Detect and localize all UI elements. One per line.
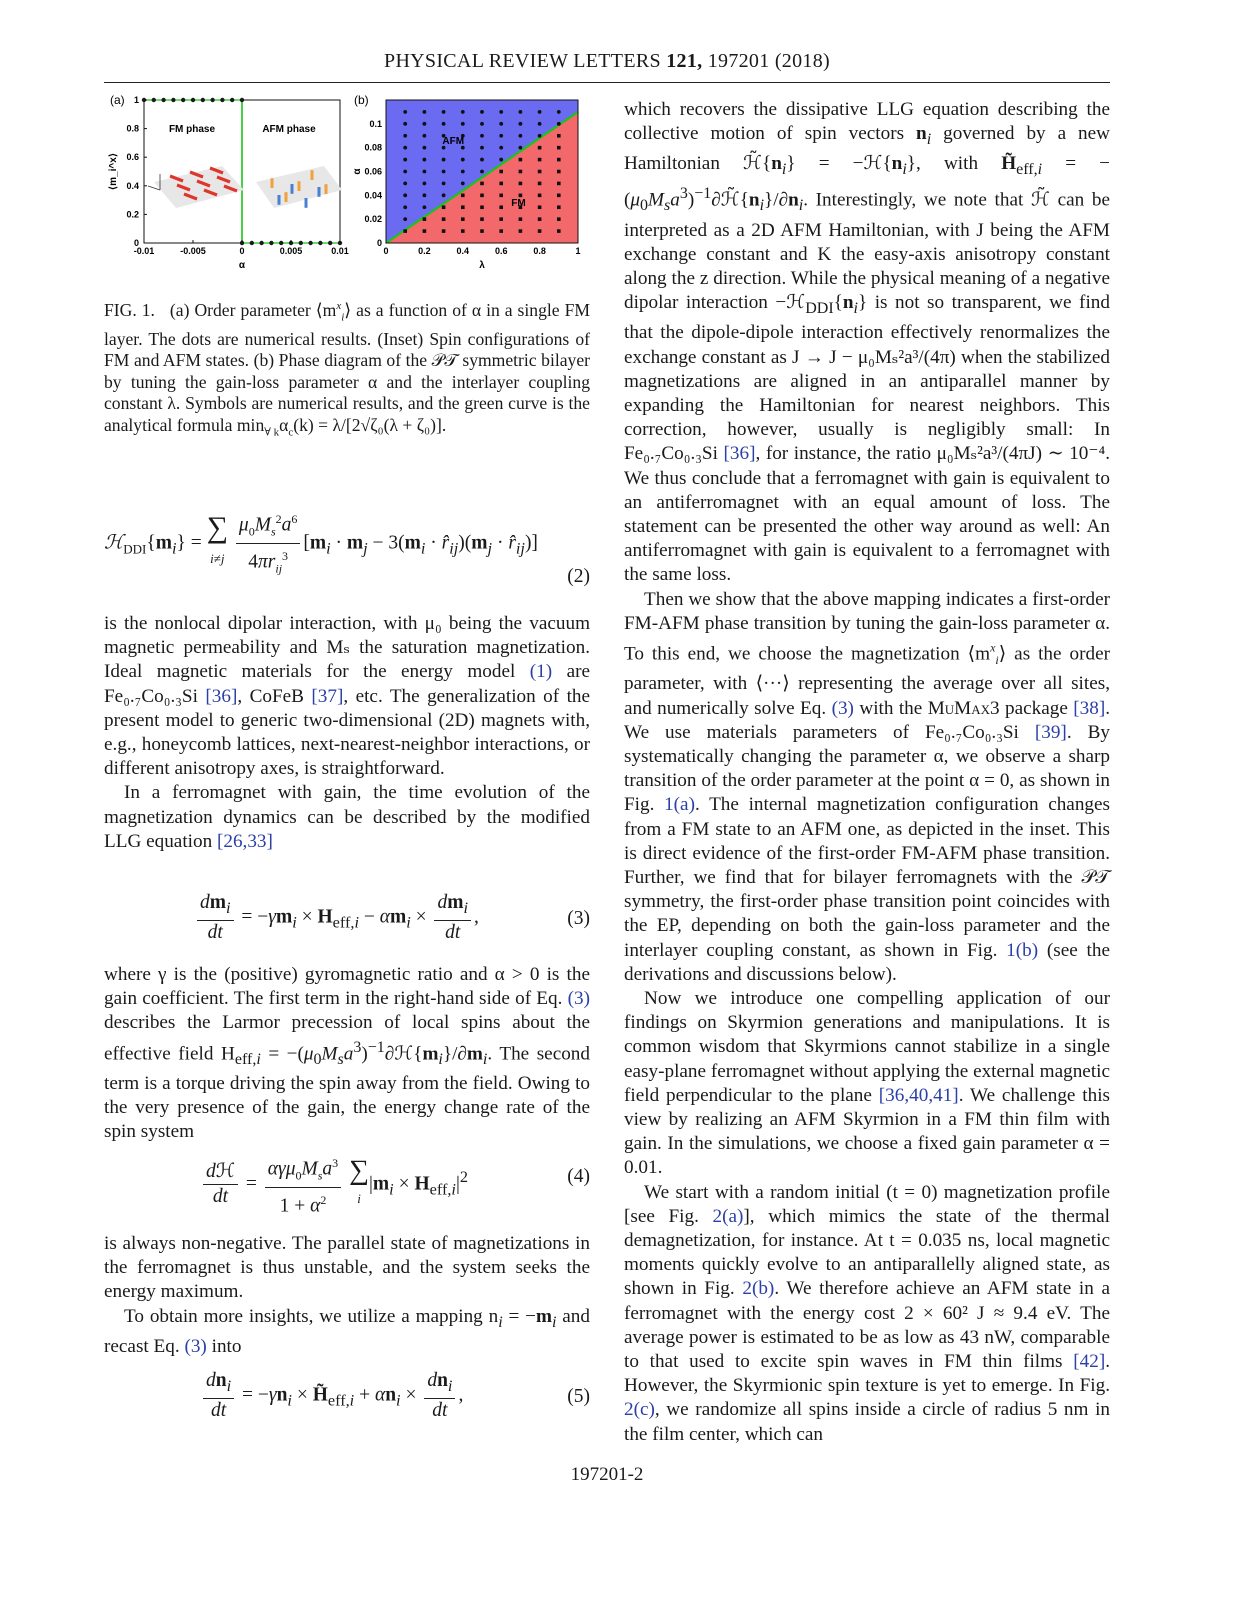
ref-42-link[interactable]: [42] <box>1073 1351 1106 1373</box>
panel-a-xlabel: α <box>238 260 246 271</box>
fm-region-label: FM <box>511 198 526 210</box>
equation-5: $\frac{dn_i}{dt}$ = $-\gamma n_i$ × $H̃_{eff,i} + \alpha n_i$ × $\frac{dn_i}{dt}$ , (5) <box>104 1370 590 1426</box>
right-p2e: . We use materials parameters of Fe₀.₇Co₀.₃Si <box>624 697 1111 743</box>
right-p1a: which recovers the dissipative LLG equation describing the collective motion of spin vectors <box>624 99 1110 145</box>
afm-data-point <box>423 170 427 174</box>
fm-data-point <box>442 205 446 209</box>
fm-data-point <box>519 194 523 198</box>
panel-a-xtick-label: -0.01 <box>133 246 155 256</box>
fm-data-point <box>519 182 523 186</box>
fm-data-point <box>538 158 542 162</box>
fm-data-point <box>499 194 503 198</box>
afm-data-point <box>499 122 503 126</box>
fm-data-point <box>538 229 542 233</box>
afm-data-point <box>403 205 407 209</box>
article-id: 197201 (2018) <box>707 50 830 72</box>
fm-data-point <box>461 217 465 221</box>
afm-data-point <box>403 146 407 150</box>
ref-fig2c-link[interactable]: 2(c) <box>624 1399 655 1421</box>
fm-data-point <box>499 205 503 209</box>
caption-text-1: (a) Order parameter ⟨m <box>169 299 337 320</box>
caption-text-4: (k) = λ/[2√ζ₀(λ + ζ₀)]. <box>293 414 447 435</box>
eq2-number: (2) <box>567 566 590 587</box>
left-p5a: To obtain more insights, we utilize a mapping n <box>124 1305 499 1327</box>
panel-a-data-point <box>181 98 185 102</box>
panel-a-ytick-label: 1 <box>133 95 139 105</box>
panel-b-xtick-label: 0.4 <box>456 246 470 256</box>
right-p1c: Interestingly, we note that <box>815 189 1024 211</box>
right-p1d: can be interpreted as a 2D AFM Hamiltonian, with J being the AFM exchange constant and K the easy-axis anisotropy constant along the z direction. While the physical meaning of a negative dipolar interaction <box>624 189 1110 314</box>
caption-text-3: α <box>279 414 289 435</box>
left-p1b: are Fe₀.₇Co₀.₃Si <box>104 661 591 707</box>
afm-data-point <box>403 134 407 138</box>
afm-data-point <box>480 122 484 126</box>
afm-data-point <box>423 193 427 197</box>
panel-a-data-point <box>308 241 312 245</box>
ref-36-40-41-link[interactable]: [36,40,41] <box>878 1084 959 1106</box>
ref-38-link[interactable]: [38] <box>1073 697 1106 719</box>
fm-data-point <box>557 182 561 186</box>
afm-data-point <box>480 158 484 162</box>
afm-data-point <box>423 110 427 114</box>
right-column: which recovers the dissipative LLG equation describing the collective motion of spin vectors $n_i$ governed by a new Hamiltonian $ℋ̃\{n_i\}$ = $-ℋ\{n_i\}$, with $H̃_{eff,i}$ = $-(\mu_0M_sa^3)^{-1}\partial ℋ̃\{n_i\}/\partial n_i$. Interestingly, we note that ℋ̃ can be interpreted as a 2D AFM Hamiltonian, with J being the AFM exchange constant and K the easy-axis anisotropy constant along the z direction. While the physical meaning of a negative dipolar interaction $-ℋ_{DDI}\{n_i\}$ is not so transparent, we find that the dipole-dipole interaction effectively renormalizes the exchange constant as J → J − μ₀Mₛ²a³/(4π) when the stabilized magnetizations are aligned in an antiparallel manner by expanding the Hamiltonian for nearest neighbors. This correction, however, usually is negligibly small: In Fe₀.₇Co₀.₃Si [36], for instance, the ratio μ₀Mₛ²a³/(4πJ) ∼ 10⁻⁴. We thus conclude that a ferromagnet with gain is equivalent to an antiferromagnet with an equal amount of loss. The statement can be presented the other way around as well: An antiferromagnet with gain is equivalent to a ferromagnet with the same loss. Then we show that the above mapping indicates a first-order FM-AFM phase transition by tuning the gain-loss parameter α. To this end, we choose the magnetization $⟨m^x_i⟩$ as the order parameter, with ⟨···⟩ representing the average over all sites, and numerically solve Eq. (3) with the MuMax3 package [38]. We use materials parameters of Fe₀.₇Co₀.₃Si [39]. By systematically changing the parameter α, we observe a sharp transition of the order parameter at the point α = 0, as shown in Fig. 1(a). The internal magnetization configuration changes from a FM state to an AFM one, as depicted in the inset. This is direct evidence of the first-order FM-AFM phase transition. Further, we find that for bilayer ferromagnets with the 𝒫𝒯 symmetry, the first-order phase transition point coincides with the EP, depending on both the gain-loss parameter and the interlayer coupling constant, as shown in Fig. 1(b) (see the derivations and discussions below). Now we introduce one compelling application of our findings on Skyrmion generations and manipulations. It is common wisdom that Skyrmions cannot stabilize in a single easy-plane ferromagnet without applying the external magnetic field perpendicular to the plane [36,40,41]. We challenge this view by realizing an AFM Skyrmion in a FM thin film with gain. In the simulations, we choose a fixed gain parameter α = 0.01. We start with a random initial (t = 0) magnetization profile [see Fig. 2(a)], which mimics the state of the thermal demagnetization, for instance. At t = 0.035 ns, local magnetic moments quickly evolve to an antiparallelly aligned state, as shown in Fig. 2(b). We therefore achieve an AFM state in a ferromagnet with the energy cost 2 × 60² J ≈ 9.4 eV. The average power is estimated to be as low as 43 nW, comparable to that used to excite spin waves in FM thin films [42]. However, the Skyrmionic spin texture is yet to emerge. In Fig. 2(c), we randomize all spins inside a circle of radius 5 nm in the film center, which can <box>624 99 1111 1445</box>
afm-data-point <box>480 110 484 114</box>
right-p2h: (see the derivations and discussions below). <box>624 939 1110 985</box>
fm-data-point <box>557 146 561 150</box>
afm-data-point <box>499 158 503 162</box>
fm-data-point <box>480 217 484 221</box>
fm-data-point <box>538 182 542 186</box>
afm-data-point <box>423 205 427 209</box>
fm-data-point <box>519 158 523 162</box>
right-p1b: governed by a new Hamiltonian <box>624 123 1111 175</box>
fm-data-point <box>538 194 542 198</box>
panel-a-data-point <box>220 98 224 102</box>
ref-eq3-link-a[interactable]: (3) <box>567 988 591 1010</box>
panel-a-data-point <box>250 241 254 245</box>
panel-b-ytick-label: 0.06 <box>364 166 382 177</box>
left-column-block-1 <box>104 612 590 854</box>
caption-text-2: ⟩ as a function of α in a single FM layer. The dots are numerical results. (Inset) Spin configurations of FM and AFM states. (b) Phase diagram of the 𝒫𝒯 symmetric bilayer by tuning the gain-loss parameter α and the interlayer coupling constant λ. Symbols are numerical results, and the green curve is the analytical formula min <box>104 299 590 435</box>
ref-fig2b-link[interactable]: 2(b) <box>742 1278 775 1300</box>
panel-b-ytick-label: 0.08 <box>364 142 382 153</box>
panel-a-data-point <box>259 241 263 245</box>
right-p4b: ], which mimics the state of the thermal demagnetization, for instance. At t = 0.035 ns, local magnetic moments quickly evolve to an antiparallelly aligned state, as shown in Fig. <box>624 1205 1110 1300</box>
afm-data-point <box>519 146 523 150</box>
right-p4e: , we randomize all spins inside a circle of radius 5 nm in the film center, which can <box>624 1399 1110 1445</box>
page-number: 197201-2 <box>570 1464 644 1485</box>
ref-eq3-link-right[interactable]: (3) <box>831 697 854 719</box>
left-p5c: into <box>211 1335 242 1357</box>
panel-a-label: (a) <box>110 93 125 107</box>
panel-b-xtick-label: 0 <box>383 246 389 256</box>
afm-region-label: AFM <box>442 136 465 148</box>
afm-data-point <box>403 158 407 162</box>
panel-a-ytick-label: 0.2 <box>126 209 139 220</box>
panel-a-ytick-label: 0.8 <box>126 123 139 134</box>
right-p2c: with the <box>859 697 923 719</box>
right-p1e: is not so transparent, we find that the dipole-dipole interaction effectively renormalizes the exchange constant as J → J − μ₀Mₛ²a³/(4π) when the stabilized magnetizations are aligned in an antiparallel manner by expanding the Hamiltonian for nearest neighbors. This correction, however, usually is negligibly small: In Fe₀.₇Co₀.₃Si <box>624 292 1110 465</box>
afm-data-point <box>519 122 523 126</box>
right-p3b: . We challenge this view by realizing an AFM Skyrmion in a FM thin film with gain. In the simulations, we choose a fixed gain parameter α = 0.01. <box>624 1084 1110 1179</box>
afm-data-point <box>442 158 446 162</box>
ref-fig2a-link[interactable]: 2(a) <box>712 1205 744 1227</box>
panel-a-ylabel: ⟨m_i^x⟩ <box>108 152 119 191</box>
left-p2: In a ferromagnet with gain, the time evolution of the magnetization dynamics can be described by the modified LLG equation <box>104 782 590 852</box>
mumax3-name: MuMax3 <box>927 697 1000 719</box>
left-p1d: , etc. The generalization of the present model to generic two-dimensional (2D) magnets with, e.g., honeycomb lattices, next-nearest-neighbor interactions, or different anisotropy axes, is straightforward. <box>104 685 591 780</box>
panel-a-xtick-label: 0.01 <box>331 246 349 256</box>
left-p3b: describes the Larmor precession of local spins about the effective field H <box>104 1012 590 1064</box>
panel-b-ytick-label: 0.1 <box>369 118 382 129</box>
right-p2b: ⟩ as the order parameter, with ⟨···⟩ representing the average over all sites, and numerically solve Eq. <box>624 643 1110 719</box>
fm-data-point <box>423 229 427 233</box>
panel-b-xtick-label: 0.2 <box>418 246 431 256</box>
panel-a-ytick-label: 0.6 <box>126 152 139 163</box>
afm-data-point <box>499 110 503 114</box>
panel-a-data-point <box>152 98 156 102</box>
afm-data-point <box>423 158 427 162</box>
fm-data-point <box>461 229 465 233</box>
panel-b-ylabel: α <box>352 168 363 175</box>
afm-data-point <box>557 110 561 114</box>
fm-data-point <box>480 194 484 198</box>
fm-data-point <box>499 217 503 221</box>
afm-data-point <box>461 122 465 126</box>
panel-a-data-point <box>279 241 283 245</box>
left-p1: is the nonlocal dipolar interaction, with μ₀ being the vacuum magnetic permeability and Mₛ the saturation magnetization. Ideal magnetic materials for the energy model <box>104 613 590 683</box>
panel-b-xtick-label: 0.8 <box>533 246 546 256</box>
afm-data-point <box>442 122 446 126</box>
fm-data-point <box>480 229 484 233</box>
panel-a-xtick-label: -0.005 <box>180 246 206 256</box>
afm-data-point <box>423 146 427 150</box>
left-p4: is always non-negative. The parallel state of magnetizations in the ferromagnet is thus unstable, and the system seeks the energy maximum. <box>104 1233 590 1303</box>
right-p2a: Then we show that the above mapping indicates a first-order FM-AFM phase transition by tuning the gain-loss parameter α. To this end, we choose the magnetization ⟨m <box>624 588 1110 665</box>
panel-a-data-point <box>328 241 332 245</box>
eq2-hamiltonian: ℋ <box>104 532 124 554</box>
afm-data-point <box>461 158 465 162</box>
panel-a-data-point <box>161 98 165 102</box>
afm-data-point <box>480 134 484 138</box>
ref-eq1-link[interactable]: (1) <box>529 661 553 683</box>
afm-data-point <box>557 122 561 126</box>
afm-data-point <box>480 146 484 150</box>
afm-data-point <box>538 122 542 126</box>
left-column-block-2: where γ is the (positive) gyromagnetic ratio and α > 0 is the gain coefficient. The first term in the right-hand side of Eq. (3) describes the Larmor precession of local spins about the effective field $H_{eff,i}$ = $-(\mu_0M_sa^3)^{-1}\partial ℋ\{m_i\}/\partial m_i$. The second term is a torque driving the spin away from the field. Owing to the very presence of the gain, the energy change rate of the spin system <box>104 964 591 1143</box>
panel-b-chart <box>352 100 581 271</box>
panel-a-xtick-label: 0.005 <box>279 246 303 256</box>
fm-data-point <box>557 194 561 198</box>
fm-data-point <box>442 217 446 221</box>
afm-data-point <box>403 122 407 126</box>
right-p2f: . By systematically changing the parameter α, we observe a sharp transition of the order parameter at the point α = 0, as shown in Fig. <box>624 721 1110 816</box>
afm-data-point <box>423 122 427 126</box>
afm-data-point <box>403 110 407 114</box>
running-header <box>104 50 1110 73</box>
panel-a-xtick-label: 0 <box>239 246 245 256</box>
afm-data-point <box>538 134 542 138</box>
panel-a-data-point <box>299 241 303 245</box>
afm-data-point <box>499 134 503 138</box>
fm-data-point <box>557 229 561 233</box>
ref-36-link[interactable]: [36] <box>205 685 238 707</box>
ref-36-link-right[interactable]: [36] <box>723 443 756 465</box>
afm-data-point <box>442 182 446 186</box>
afm-data-point <box>461 182 465 186</box>
right-p4d: . However, the Skyrmionic spin texture is yet to emerge. In Fig. <box>624 1351 1111 1397</box>
afm-data-point <box>442 170 446 174</box>
panel-b-ytick-label: 0.04 <box>364 190 382 201</box>
left-p5b: and recast Eq. <box>104 1305 590 1357</box>
fm-data-point <box>538 146 542 150</box>
fm-data-point <box>499 229 503 233</box>
afm-data-point <box>538 110 542 114</box>
right-p4c: . We therefore achieve an AFM state in a ferromagnet with the energy cost 2 × 60² J ≈ 9.4 eV. The average power is estimated to be as low as 43 nW, comparable to that used to excite spin waves in FM thin films <box>624 1278 1110 1373</box>
panel-a-data-point <box>191 98 195 102</box>
afm-data-point <box>461 170 465 174</box>
fm-data-point <box>480 182 484 186</box>
eq5-number: (5) <box>567 1386 590 1407</box>
afm-data-point <box>442 110 446 114</box>
panel-a-data-point <box>171 98 175 102</box>
panel-b-xlabel: λ <box>479 260 485 271</box>
fm-data-point <box>557 205 561 209</box>
afm-data-point <box>403 182 407 186</box>
equation-2: $ℋ_{DDI}\{m_i\}$ = ∑ i≠j $\frac{\mu_0M_s^2a^6}{4\pi r_{ij}^3}$ [$m_i \cdot m_j - 3(m_i$ · $r̂_{ij})(m_j$ · $r̂_{ij}$)] (2) <box>104 500 590 580</box>
panel-a-ytick-label: 0 <box>133 238 139 248</box>
eq3-number: (3) <box>567 908 590 929</box>
panel-a-data-point <box>269 241 273 245</box>
figure-caption: FIG. 1. (a) Order parameter $⟨m^x_i⟩$ as a function of α in a single FM layer. The dots are numerical results. (Inset) Spin configurations of FM and AFM states. (b) Phase diagram of the 𝒫𝒯 symmetric bilayer by tuning the gain-loss parameter α and the interlayer coupling constant λ. Symbols are numerical results, and the green curve is the analytical formula $\min_{\forall k}\alpha_c(k) = \lambda/[2√\zeta_0(\lambda + \zeta_0)]$. <box>104 299 590 439</box>
eq4-number: (4) <box>567 1166 590 1187</box>
afm-data-point <box>519 134 523 138</box>
fm-data-point <box>461 194 465 198</box>
right-p1f: , for instance, the ratio μ₀Mₛ²a³/(4πJ) ∼ 10⁻⁴. We thus conclude that a ferromagnet with gain is equivalent to an antiferromagnet with an equal amount of loss. The statement can be presented the other way around as well: An antiferromagnet with gain is equivalent to a ferromagnet with the same loss. <box>624 443 1111 586</box>
panel-a-data-point <box>201 98 205 102</box>
ref-39-link[interactable]: [39] <box>1034 721 1067 743</box>
panel-b-ytick-label: 0 <box>376 238 382 248</box>
panel-a-data-point <box>318 241 322 245</box>
journal-name: PHYSICAL REVIEW LETTERS <box>384 50 661 72</box>
fm-data-point <box>519 217 523 221</box>
header-rule <box>104 82 1110 83</box>
left-p1c: , CoFeB <box>237 685 304 707</box>
left-p3c: The second term is a torque driving the spin away from the field. Owing to the very presence of the gain, the energy change rate of the spin system <box>104 1043 590 1143</box>
equation-4: $\frac{\text{dℋ}}{dt}$ = $\frac{\alpha\gamma\mu_0M_sa^3}{1 + \alpha^2}$ ∑ $i|m_i \times H_{eff,i}|^2$ (4) <box>104 1152 590 1212</box>
afm-data-point <box>403 170 407 174</box>
afm-data-point <box>480 170 484 174</box>
afm-data-point <box>519 110 523 114</box>
afm-data-point <box>423 134 427 138</box>
ref-fig1b-link[interactable]: 1(b) <box>1006 939 1039 961</box>
fm-data-point <box>538 170 542 174</box>
right-p3a: Now we introduce one compelling application of our findings on Skyrmion generations and manipulations. It is common wisdom that Skyrmions cannot stabilize in a single easy-plane ferromagnet without applying the external magnetic field perpendicular to the plane <box>624 988 1110 1106</box>
fm-data-point <box>423 217 427 221</box>
right-p2d: package <box>1005 697 1068 719</box>
fm-data-point <box>557 217 561 221</box>
afm-data-point <box>403 217 407 221</box>
fm-phase-label: FM phase <box>168 124 216 135</box>
panel-a-data-point <box>210 98 214 102</box>
fm-data-point <box>499 170 503 174</box>
afm-data-point <box>461 110 465 114</box>
fm-data-point <box>519 229 523 233</box>
fm-data-point <box>557 134 561 138</box>
fm-data-point <box>442 229 446 233</box>
ref-26-33-link[interactable]: [26,33] <box>216 830 273 852</box>
fm-data-point <box>557 170 561 174</box>
panel-b-xtick-label: 0.6 <box>494 246 508 256</box>
right-p4a: We start with a random initial (t = 0) magnetization profile [see Fig. <box>624 1181 1110 1227</box>
fm-data-point <box>499 182 503 186</box>
fm-data-point <box>557 158 561 162</box>
afm-phase-label: AFM phase <box>262 124 316 135</box>
equation-3: $\frac{dm_i}{dt}$ = $-\gamma m_i \times H_{eff,i} - \alpha m_i$ × $\frac{dm_i}{dt}$ , (3) <box>104 892 590 948</box>
panel-b-ytick-label: 0.02 <box>364 214 382 225</box>
panel-a-chart <box>108 95 349 271</box>
fm-data-point <box>461 205 465 209</box>
panel-b-xtick-label: 1 <box>575 246 581 256</box>
panel-a-ytick-label: 0.4 <box>126 180 139 191</box>
fm-data-point <box>538 205 542 209</box>
afm-data-point <box>499 146 503 150</box>
left-column-block-3: is always non-negative. The parallel state of magnetizations in the ferromagnet is thus unstable, and the system seeks the energy maximum. To obtain more insights, we utilize a mapping $n_i = -m_i$ and recast Eq. (3) into <box>104 1233 590 1357</box>
ref-fig1a-link[interactable]: 1(a) <box>664 794 695 816</box>
right-p2g: . The internal magnetization configuration changes from a FM state to an AFM one, as depicted in the inset. This is direct evidence of the first-order FM-AFM phase transition. Further, we find that for bilayer ferromagnets with the 𝒫𝒯 symmetry, the first-order phase transition point coincides with the EP, depending on both the gain-loss parameter and the interlayer coupling constant, as shown in Fig. <box>624 794 1110 961</box>
ref-37-link[interactable]: [37] <box>311 685 344 707</box>
figure-1 <box>104 90 590 290</box>
volume-number: 121, <box>666 50 703 72</box>
fm-data-point <box>480 205 484 209</box>
panel-a-data-point <box>230 98 234 102</box>
caption-label: FIG. 1. <box>104 299 155 320</box>
afm-data-point <box>403 193 407 197</box>
fm-data-point <box>519 170 523 174</box>
fm-data-point <box>538 217 542 221</box>
panel-a-data-point <box>240 98 244 102</box>
afm-data-point <box>423 182 427 186</box>
afm-data-point <box>442 193 446 197</box>
panel-b-label: (b) <box>354 93 369 107</box>
left-p3a: where γ is the (positive) gyromagnetic ratio and α > 0 is the gain coefficient. The first term in the right-hand side of Eq. <box>104 964 590 1010</box>
fm-data-point <box>403 229 407 233</box>
ref-eq3-link-b[interactable]: (3) <box>184 1335 207 1357</box>
